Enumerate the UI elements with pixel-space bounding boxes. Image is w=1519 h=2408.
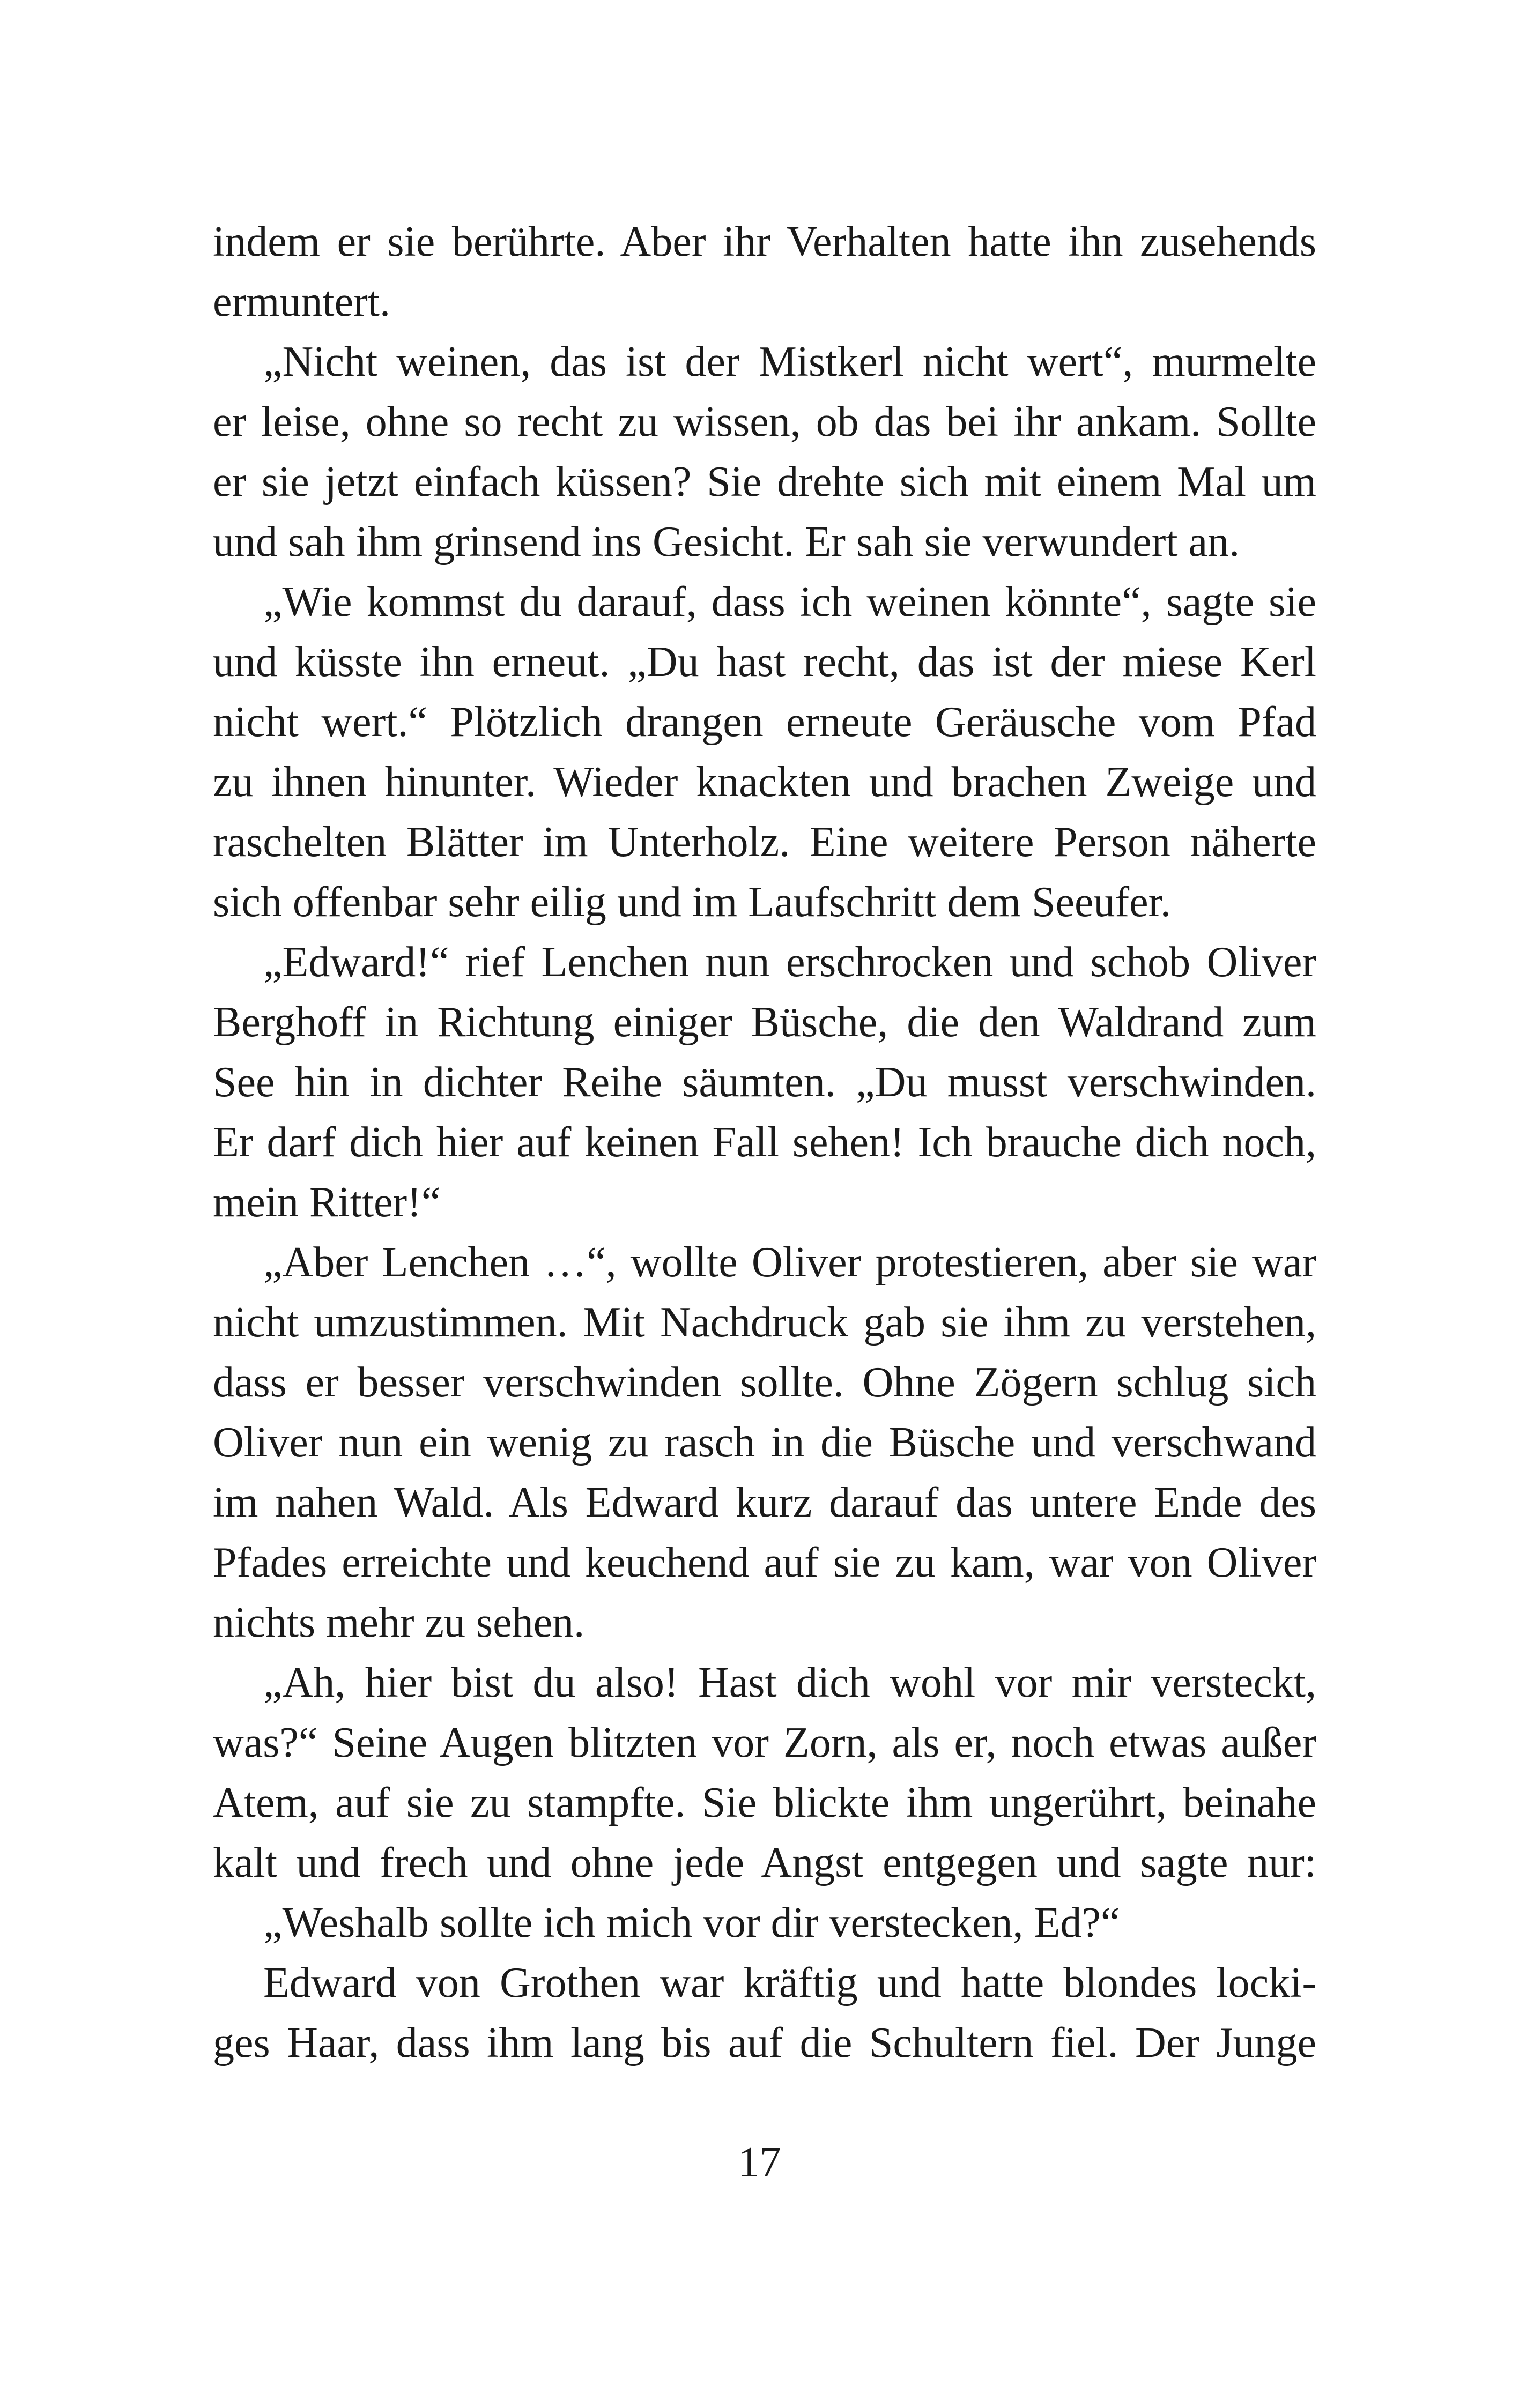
text-line: „Aber Lenchen …“, wollte Oliver protestieren, aber sie war: [263, 1239, 1316, 1286]
text-line: Oliver nun ein wenig zu rasch in die Büsche und verschwand: [213, 1419, 1316, 1466]
text-line: zu ihnen hinunter. Wieder knackten und brachen Zweige und: [213, 759, 1316, 806]
text-line: er sie jetzt einfach küssen? Sie drehte sich mit einem Mal um: [213, 458, 1316, 506]
text-line: sich offenbar sehr eilig und im Laufschritt dem Seeufer.: [213, 879, 1171, 926]
text-line: See hin in dichter Reihe säumten. „Du musst verschwinden.: [213, 1059, 1316, 1106]
text-line: ermuntert.: [213, 278, 390, 325]
text-line: Edward von Grothen war kräftig und hatte blondes locki-: [263, 1959, 1316, 2006]
text-line: ges Haar, dass ihm lang bis auf die Schultern fiel. Der Junge: [213, 2019, 1316, 2067]
text-line: „Wie kommst du darauf, dass ich weinen könnte“, sagte sie: [263, 578, 1316, 626]
text-line: raschelten Blätter im Unterholz. Eine weitere Person näherte: [213, 819, 1316, 866]
text-line: nicht umzustimmen. Mit Nachdruck gab sie ihm zu verstehen,: [213, 1299, 1316, 1346]
text-line: Er darf dich hier auf keinen Fall sehen! Ich brauche dich noch,: [213, 1119, 1316, 1166]
text-line: „Weshalb sollte ich mich vor dir verstecken, Ed?“: [263, 1899, 1120, 1946]
text-line: kalt und frech und ohne jede Angst entgegen und sagte nur:: [213, 1839, 1316, 1886]
text-line: im nahen Wald. Als Edward kurz darauf das untere Ende des: [213, 1479, 1316, 1526]
text-line: Atem, auf sie zu stampfte. Sie blickte ihm ungerührt, beinahe: [213, 1779, 1316, 1826]
body-text: [213, 212, 1316, 2109]
text-line: indem er sie berührte. Aber ihr Verhalten hatte ihn zusehends: [213, 218, 1316, 265]
text-line: was?“ Seine Augen blitzten vor Zorn, als er, noch etwas außer: [213, 1719, 1316, 1766]
text-line: „Edward!“ rief Lenchen nun erschrocken und schob Oliver: [263, 939, 1316, 986]
text-line: er leise, ohne so recht zu wissen, ob das bei ihr ankam. Sollte: [213, 398, 1316, 445]
text-line: dass er besser verschwinden sollte. Ohne Zögern schlug sich: [213, 1359, 1316, 1406]
text-line: und küsste ihn erneut. „Du hast recht, das ist der miese Kerl: [213, 638, 1316, 686]
text-line: nichts mehr zu sehen.: [213, 1599, 585, 1646]
text-line: „Ah, hier bist du also! Hast dich wohl vor mir versteckt,: [263, 1659, 1316, 1706]
text-line: Pfades erreichte und keuchend auf sie zu kam, war von Oliver: [213, 1539, 1316, 1586]
text-line: mein Ritter!“: [213, 1179, 441, 1226]
page-number: 17: [738, 2139, 781, 2186]
text-line: Berghoff in Richtung einiger Büsche, die den Waldrand zum: [213, 999, 1316, 1046]
text-line: „Nicht weinen, das ist der Mistkerl nicht wert“, murmelte: [263, 338, 1316, 385]
text-line: und sah ihm grinsend ins Gesicht. Er sah sie verwundert an.: [213, 518, 1240, 566]
text-line: nicht wert.“ Plötzlich drangen erneute Geräusche vom Pfad: [213, 698, 1316, 746]
